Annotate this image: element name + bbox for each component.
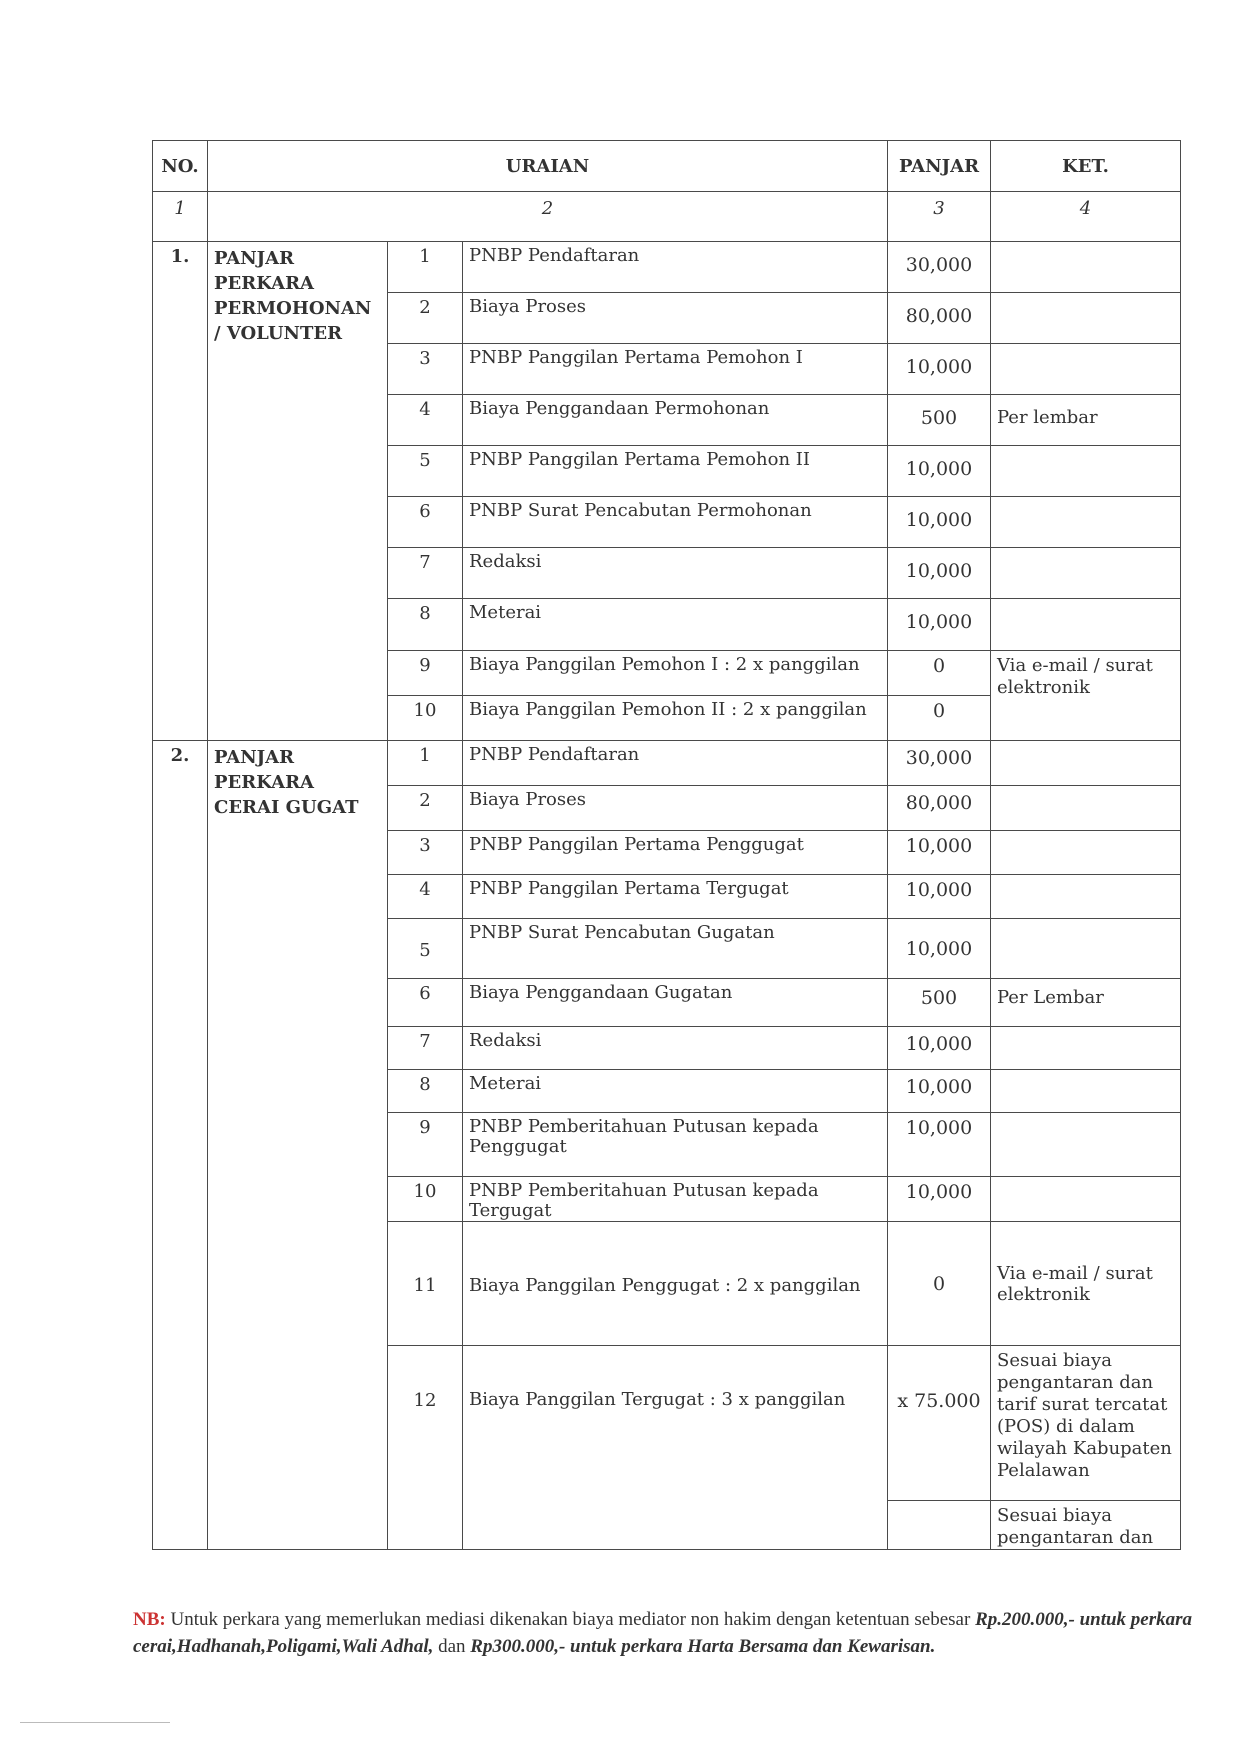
table-row bbox=[153, 242, 1181, 293]
item-ket: Per lembar bbox=[991, 395, 1181, 446]
item-number: 10 bbox=[388, 696, 463, 741]
item-amount: 30,000 bbox=[888, 741, 991, 786]
item-description: PNBP Panggilan Pertama Pemohon II bbox=[463, 446, 888, 497]
item-description: PNBP Panggilan Pertama Tergugat bbox=[463, 875, 888, 919]
section-1-title: PANJAR PERKARA PERMOHONAN / VOLUNTER bbox=[208, 242, 388, 741]
item-amount: 10,000 bbox=[888, 875, 991, 919]
item-description: Biaya Panggilan Pemohon I : 2 x panggilan bbox=[463, 651, 888, 696]
table-row bbox=[153, 741, 1181, 786]
item-ket bbox=[991, 497, 1181, 548]
footnote-label: NB: bbox=[133, 1609, 166, 1630]
item-number: 5 bbox=[388, 919, 463, 979]
item-number: 6 bbox=[388, 979, 463, 1027]
item-ket: Sesuai biaya pengantaran dan tarif surat tercatat (POS) di dalam wilayah Kabupaten Pelalawan bbox=[991, 1346, 1181, 1501]
item-ket bbox=[991, 919, 1181, 979]
item-amount: 80,000 bbox=[888, 786, 991, 831]
item-description: Meterai bbox=[463, 599, 888, 651]
item-ket bbox=[991, 548, 1181, 599]
item-amount: 10,000 bbox=[888, 1070, 991, 1113]
item-ket bbox=[991, 1113, 1181, 1177]
item-description: PNBP Panggilan Pertama Penggugat bbox=[463, 831, 888, 875]
item-amount: 500 bbox=[888, 979, 991, 1027]
item-number: 6 bbox=[388, 497, 463, 548]
item-number: 9 bbox=[388, 1113, 463, 1177]
item-description: Biaya Penggandaan Gugatan bbox=[463, 979, 888, 1027]
item-description: Meterai bbox=[463, 1070, 888, 1113]
item-amount: 0 bbox=[888, 696, 991, 741]
item-amount: 10,000 bbox=[888, 1177, 991, 1222]
item-number: 7 bbox=[388, 548, 463, 599]
item-number: 9 bbox=[388, 651, 463, 696]
item-ket bbox=[991, 446, 1181, 497]
item-description: PNBP Surat Pencabutan Permohonan bbox=[463, 497, 888, 548]
item-description: PNBP Pemberitahuan Putusan kepada Penggugat bbox=[463, 1113, 888, 1177]
item-ket bbox=[991, 741, 1181, 786]
item-ket: Via e-mail / surat elektronik bbox=[991, 1222, 1181, 1346]
item-amount: 10,000 bbox=[888, 919, 991, 979]
item-amount: 10,000 bbox=[888, 548, 991, 599]
item-description: Biaya Panggilan Tergugat : 3 x panggilan bbox=[463, 1346, 888, 1550]
item-number: 3 bbox=[388, 831, 463, 875]
item-ket bbox=[991, 1070, 1181, 1113]
item-amount: 10,000 bbox=[888, 344, 991, 395]
col-index-1: 1 bbox=[153, 192, 208, 242]
item-number: 2 bbox=[388, 786, 463, 831]
item-number: 11 bbox=[388, 1222, 463, 1346]
col-index-2: 2 bbox=[208, 192, 888, 242]
item-amount: 0 bbox=[888, 1222, 991, 1346]
item-ket: Per Lembar bbox=[991, 979, 1181, 1027]
item-number: 4 bbox=[388, 875, 463, 919]
item-amount: 10,000 bbox=[888, 1113, 991, 1177]
item-amount: 500 bbox=[888, 395, 991, 446]
item-number: 4 bbox=[388, 395, 463, 446]
footnote-text-2: dan bbox=[433, 1636, 471, 1657]
footnote-bold-1: Rp.200.000,- untuk perkara cerai,Hadhanah,Poligami,Wali Adhal, bbox=[133, 1609, 1193, 1657]
item-number: 12 bbox=[388, 1346, 463, 1550]
item-ket bbox=[991, 293, 1181, 344]
header-row bbox=[153, 141, 1181, 192]
header-ket: KET. bbox=[991, 141, 1181, 192]
item-description: Biaya Panggilan Penggugat : 2 x panggilan bbox=[463, 1222, 888, 1346]
item-number: 1 bbox=[388, 741, 463, 786]
item-description: Biaya Proses bbox=[463, 293, 888, 344]
item-ket bbox=[991, 344, 1181, 395]
column-index-row bbox=[153, 192, 1181, 242]
item-description: PNBP Surat Pencabutan Gugatan bbox=[463, 919, 888, 979]
item-ket bbox=[991, 599, 1181, 651]
item-description: PNBP Pendaftaran bbox=[463, 242, 888, 293]
item-amount: 10,000 bbox=[888, 446, 991, 497]
item-number: 8 bbox=[388, 599, 463, 651]
item-number: 2 bbox=[388, 293, 463, 344]
footnote-text-1: Untuk perkara yang memerlukan mediasi dikenakan biaya mediator non hakim dengan ketentuan sebesar bbox=[165, 1609, 976, 1630]
item-amount: 10,000 bbox=[888, 497, 991, 548]
item-ket bbox=[991, 786, 1181, 831]
header-no: NO. bbox=[153, 141, 208, 192]
trailing-ket: Sesuai biaya pengantaran dan bbox=[991, 1501, 1181, 1550]
item-number: 8 bbox=[388, 1070, 463, 1113]
header-uraian: URAIAN bbox=[208, 141, 888, 192]
item-description: Biaya Penggandaan Permohonan bbox=[463, 395, 888, 446]
item-ket bbox=[991, 1177, 1181, 1222]
item-ket bbox=[991, 242, 1181, 293]
footnote-bold-2: Rp300.000,- untuk perkara Harta Bersama dan Kewarisan. bbox=[470, 1636, 936, 1657]
item-amount: 10,000 bbox=[888, 599, 991, 651]
item-description: PNBP Pemberitahuan Putusan kepada Tergugat bbox=[463, 1177, 888, 1222]
col-index-4: 4 bbox=[991, 192, 1181, 242]
footnote bbox=[133, 1606, 1193, 1660]
item-amount: 80,000 bbox=[888, 293, 991, 344]
section-1-number: 1. bbox=[153, 242, 208, 741]
item-amount: x 75.000 bbox=[888, 1346, 991, 1501]
item-ket: Via e-mail / surat elektronik bbox=[991, 651, 1181, 741]
item-number: 10 bbox=[388, 1177, 463, 1222]
empty-amount-cell bbox=[888, 1501, 991, 1550]
item-number: 5 bbox=[388, 446, 463, 497]
item-ket bbox=[991, 1027, 1181, 1070]
item-amount: 10,000 bbox=[888, 1027, 991, 1070]
section-2-number: 2. bbox=[153, 741, 208, 1550]
item-description: Redaksi bbox=[463, 1027, 888, 1070]
header-panjar: PANJAR bbox=[888, 141, 991, 192]
fee-table bbox=[152, 140, 1181, 1550]
section-2-title: PANJAR PERKARA CERAI GUGAT bbox=[208, 741, 388, 1550]
item-amount: 0 bbox=[888, 651, 991, 696]
item-number: 3 bbox=[388, 344, 463, 395]
item-description: PNBP Panggilan Pertama Pemohon I bbox=[463, 344, 888, 395]
item-description: Redaksi bbox=[463, 548, 888, 599]
item-description: PNBP Pendaftaran bbox=[463, 741, 888, 786]
col-index-3: 3 bbox=[888, 192, 991, 242]
bottom-rule bbox=[20, 1722, 170, 1723]
item-number: 7 bbox=[388, 1027, 463, 1070]
item-amount: 30,000 bbox=[888, 242, 991, 293]
item-amount: 10,000 bbox=[888, 831, 991, 875]
item-number: 1 bbox=[388, 242, 463, 293]
item-description: Biaya Panggilan Pemohon II : 2 x panggilan bbox=[463, 696, 888, 741]
item-description: Biaya Proses bbox=[463, 786, 888, 831]
item-ket bbox=[991, 831, 1181, 875]
item-ket bbox=[991, 875, 1181, 919]
